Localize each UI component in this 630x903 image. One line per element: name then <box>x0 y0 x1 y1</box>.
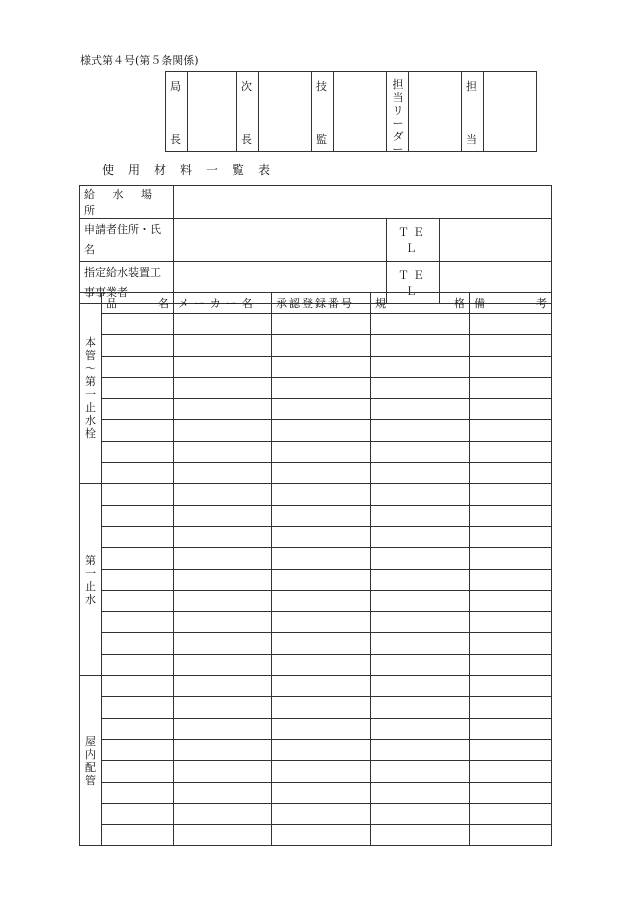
cell-approval-no[interactable] <box>272 803 371 824</box>
cell-maker[interactable] <box>174 782 272 803</box>
cell-spec[interactable] <box>371 441 470 462</box>
stamp-label-tanto <box>462 72 484 152</box>
cell-remarks[interactable] <box>470 399 552 420</box>
cell-maker[interactable] <box>174 739 272 760</box>
cell-remarks[interactable] <box>470 441 552 462</box>
cell-remarks[interactable] <box>470 463 552 484</box>
table-row <box>80 718 552 739</box>
cell-maker[interactable] <box>174 399 272 420</box>
cell-maker[interactable] <box>174 654 272 675</box>
cell-remarks[interactable] <box>470 739 552 760</box>
stamp-label-bottom: 長 <box>170 133 181 146</box>
cell-approval-no[interactable] <box>272 633 371 654</box>
stamp-label-leader <box>387 72 409 156</box>
header-name <box>102 293 174 314</box>
stamp-label-bottom: 当 <box>466 133 477 146</box>
applicant-tel-field[interactable] <box>440 219 552 262</box>
cell-remarks[interactable] <box>470 590 552 611</box>
cell-remarks[interactable] <box>470 420 552 441</box>
cell-spec[interactable] <box>371 739 470 760</box>
cell-approval-no[interactable] <box>272 612 371 633</box>
cell-maker[interactable] <box>174 569 272 590</box>
cell-approval-no[interactable] <box>272 739 371 760</box>
contractor-tel-label: ＴＥＬ <box>387 262 440 304</box>
header-spec-left: 規 <box>375 297 386 310</box>
cell-name[interactable] <box>102 314 174 335</box>
cell-remarks[interactable] <box>470 697 552 718</box>
header-maker: メーカー名 <box>174 293 272 314</box>
table-row <box>80 676 552 697</box>
cell-remarks[interactable] <box>470 633 552 654</box>
stamp-label-gikan <box>312 72 334 152</box>
cell-maker[interactable] <box>174 676 272 697</box>
cell-name[interactable] <box>102 590 174 611</box>
cell-spec[interactable] <box>371 335 470 356</box>
cell-approval-no[interactable] <box>272 335 371 356</box>
cell-remarks[interactable] <box>470 803 552 824</box>
stamp-label-top: 担 <box>466 80 477 93</box>
cell-maker[interactable] <box>174 505 272 526</box>
cell-spec[interactable] <box>371 420 470 441</box>
cell-approval-no[interactable] <box>272 697 371 718</box>
cell-spec[interactable] <box>371 569 470 590</box>
cell-name[interactable] <box>102 761 174 782</box>
cell-remarks[interactable] <box>470 782 552 803</box>
table-row <box>80 612 552 633</box>
cell-maker[interactable] <box>174 697 272 718</box>
cell-spec[interactable] <box>371 825 470 846</box>
cell-maker[interactable] <box>174 590 272 611</box>
table-row <box>80 825 552 846</box>
cell-spec[interactable] <box>371 526 470 547</box>
cell-remarks[interactable] <box>470 314 552 335</box>
cell-name[interactable] <box>102 782 174 803</box>
section-label-okunai <box>80 676 102 846</box>
stamp-label-kyokucho <box>166 72 188 152</box>
table-row <box>80 548 552 569</box>
cell-approval-no[interactable] <box>272 548 371 569</box>
cell-name[interactable] <box>102 676 174 697</box>
cell-maker[interactable] <box>174 441 272 462</box>
cell-approval-no[interactable] <box>272 356 371 377</box>
form-number: 様式第４号(第５条関係) <box>80 54 199 67</box>
cell-approval-no[interactable] <box>272 569 371 590</box>
cell-spec[interactable] <box>371 782 470 803</box>
cell-name[interactable] <box>102 420 174 441</box>
table-row <box>80 654 552 675</box>
header-remarks-left: 備 <box>474 297 485 310</box>
stamp-label-bottom: 監 <box>316 133 327 146</box>
cell-approval-no[interactable] <box>272 420 371 441</box>
cell-approval-no[interactable] <box>272 484 371 505</box>
cell-remarks[interactable] <box>470 335 552 356</box>
cell-spec[interactable] <box>371 548 470 569</box>
cell-spec[interactable] <box>371 505 470 526</box>
site-field[interactable] <box>174 186 552 219</box>
table-row <box>80 335 552 356</box>
header-name-right: 名 <box>158 297 169 310</box>
cell-spec[interactable] <box>371 633 470 654</box>
table-row <box>80 441 552 462</box>
header-approval-no: 承認登録番号 <box>272 293 371 314</box>
cell-name[interactable] <box>102 399 174 420</box>
cell-spec[interactable] <box>371 761 470 782</box>
cell-name[interactable] <box>102 654 174 675</box>
cell-maker[interactable] <box>174 761 272 782</box>
cell-maker[interactable] <box>174 356 272 377</box>
cell-approval-no[interactable] <box>272 463 371 484</box>
cell-maker[interactable] <box>174 718 272 739</box>
cell-maker[interactable] <box>174 314 272 335</box>
cell-spec[interactable] <box>371 676 470 697</box>
cell-spec[interactable] <box>371 654 470 675</box>
applicant-label: 申請者住所・氏名 <box>80 219 174 262</box>
table-row <box>80 505 552 526</box>
cell-name[interactable] <box>102 441 174 462</box>
materials-table <box>79 292 552 846</box>
stamp-box-leader[interactable] <box>409 72 462 152</box>
cell-approval-no[interactable] <box>272 399 371 420</box>
cell-maker[interactable] <box>174 612 272 633</box>
table-row <box>80 803 552 824</box>
table-row <box>80 356 552 377</box>
cell-approval-no[interactable] <box>272 441 371 462</box>
cell-maker[interactable] <box>174 335 272 356</box>
cell-approval-no[interactable] <box>272 676 371 697</box>
cell-name[interactable] <box>102 697 174 718</box>
cell-remarks[interactable] <box>470 718 552 739</box>
cell-maker[interactable] <box>174 526 272 547</box>
header-remarks <box>470 293 552 314</box>
header-name-left: 品 <box>106 297 117 310</box>
cell-name[interactable] <box>102 803 174 824</box>
cell-remarks[interactable] <box>470 505 552 526</box>
cell-spec[interactable] <box>371 718 470 739</box>
cell-name[interactable] <box>102 548 174 569</box>
cell-name[interactable] <box>102 335 174 356</box>
stamp-label-top: 次 <box>241 80 252 93</box>
cell-remarks[interactable] <box>470 526 552 547</box>
table-row <box>80 782 552 803</box>
table-row <box>80 526 552 547</box>
cell-spec[interactable] <box>371 356 470 377</box>
section-label-text: 屋内配管 <box>85 734 96 787</box>
table-row <box>80 399 552 420</box>
cell-remarks[interactable] <box>470 548 552 569</box>
header-spec-right: 格 <box>454 297 465 310</box>
cell-remarks[interactable] <box>470 825 552 846</box>
section-label-honkan <box>80 293 102 484</box>
cell-maker[interactable] <box>174 633 272 654</box>
cell-name[interactable] <box>102 718 174 739</box>
table-row <box>80 697 552 718</box>
info-table <box>79 185 552 304</box>
cell-name[interactable] <box>102 463 174 484</box>
cell-spec[interactable] <box>371 697 470 718</box>
header-remarks-right: 考 <box>536 297 547 310</box>
cell-name[interactable] <box>102 505 174 526</box>
cell-maker[interactable] <box>174 803 272 824</box>
stamp-label-top: 局 <box>170 80 181 93</box>
cell-name[interactable] <box>102 739 174 760</box>
section-label-daiichi <box>80 484 102 676</box>
table-row <box>80 484 552 505</box>
cell-name[interactable] <box>102 633 174 654</box>
cell-approval-no[interactable] <box>272 505 371 526</box>
table-row <box>80 420 552 441</box>
cell-approval-no[interactable] <box>272 761 371 782</box>
cell-approval-no[interactable] <box>272 782 371 803</box>
applicant-field[interactable] <box>174 219 387 262</box>
table-row <box>80 463 552 484</box>
cell-maker[interactable] <box>174 825 272 846</box>
cell-approval-no[interactable] <box>272 377 371 398</box>
table-row <box>80 739 552 760</box>
cell-approval-no[interactable] <box>272 314 371 335</box>
table-row <box>80 569 552 590</box>
stamp-label-vertical: 担当リーダー <box>392 78 404 156</box>
cell-approval-no[interactable] <box>272 590 371 611</box>
stamp-label-jicho <box>237 72 259 152</box>
cell-name[interactable] <box>102 526 174 547</box>
cell-approval-no[interactable] <box>272 825 371 846</box>
cell-remarks[interactable] <box>470 484 552 505</box>
stamp-label-top: 技 <box>316 80 327 93</box>
site-label: 給 水 場 所 <box>80 186 174 219</box>
cell-spec[interactable] <box>371 612 470 633</box>
cell-maker[interactable] <box>174 463 272 484</box>
cell-maker[interactable] <box>174 548 272 569</box>
cell-remarks[interactable] <box>470 676 552 697</box>
cell-spec[interactable] <box>371 314 470 335</box>
cell-remarks[interactable] <box>470 612 552 633</box>
stamp-box-kyokucho[interactable] <box>188 72 237 152</box>
table-row <box>80 377 552 398</box>
stamp-label-bottom: 長 <box>241 133 252 146</box>
section-label-text: 第一止水 <box>85 553 96 606</box>
section-label-text: 本管～第一止水栓 <box>85 336 96 441</box>
cell-name[interactable] <box>102 612 174 633</box>
cell-spec[interactable] <box>371 590 470 611</box>
cell-maker[interactable] <box>174 484 272 505</box>
cell-name[interactable] <box>102 825 174 846</box>
cell-remarks[interactable] <box>470 569 552 590</box>
cell-approval-no[interactable] <box>272 718 371 739</box>
stamp-box-jicho[interactable] <box>259 72 312 152</box>
cell-remarks[interactable] <box>470 761 552 782</box>
cell-name[interactable] <box>102 356 174 377</box>
cell-spec[interactable] <box>371 377 470 398</box>
stamp-box-tanto[interactable] <box>484 72 537 152</box>
table-row <box>80 761 552 782</box>
cell-maker[interactable] <box>174 420 272 441</box>
approval-stamp-grid <box>165 71 537 156</box>
table-row <box>80 590 552 611</box>
applicant-tel-label: ＴＥＬ <box>387 219 440 262</box>
cell-spec[interactable] <box>371 399 470 420</box>
cell-approval-no[interactable] <box>272 654 371 675</box>
stamp-box-gikan[interactable] <box>334 72 387 152</box>
cell-maker[interactable] <box>174 377 272 398</box>
cell-spec[interactable] <box>371 484 470 505</box>
cell-remarks[interactable] <box>470 654 552 675</box>
table-row <box>80 314 552 335</box>
cell-spec[interactable] <box>371 463 470 484</box>
cell-name[interactable] <box>102 569 174 590</box>
cell-approval-no[interactable] <box>272 526 371 547</box>
contractor-label: 指定給水装置工事事業者 <box>80 262 174 304</box>
cell-remarks[interactable] <box>470 377 552 398</box>
cell-name[interactable] <box>102 377 174 398</box>
page-title: 使用材料一覧表 <box>102 163 285 177</box>
table-row <box>80 633 552 654</box>
cell-name[interactable] <box>102 484 174 505</box>
header-spec <box>371 293 470 314</box>
cell-spec[interactable] <box>371 803 470 824</box>
cell-remarks[interactable] <box>470 356 552 377</box>
